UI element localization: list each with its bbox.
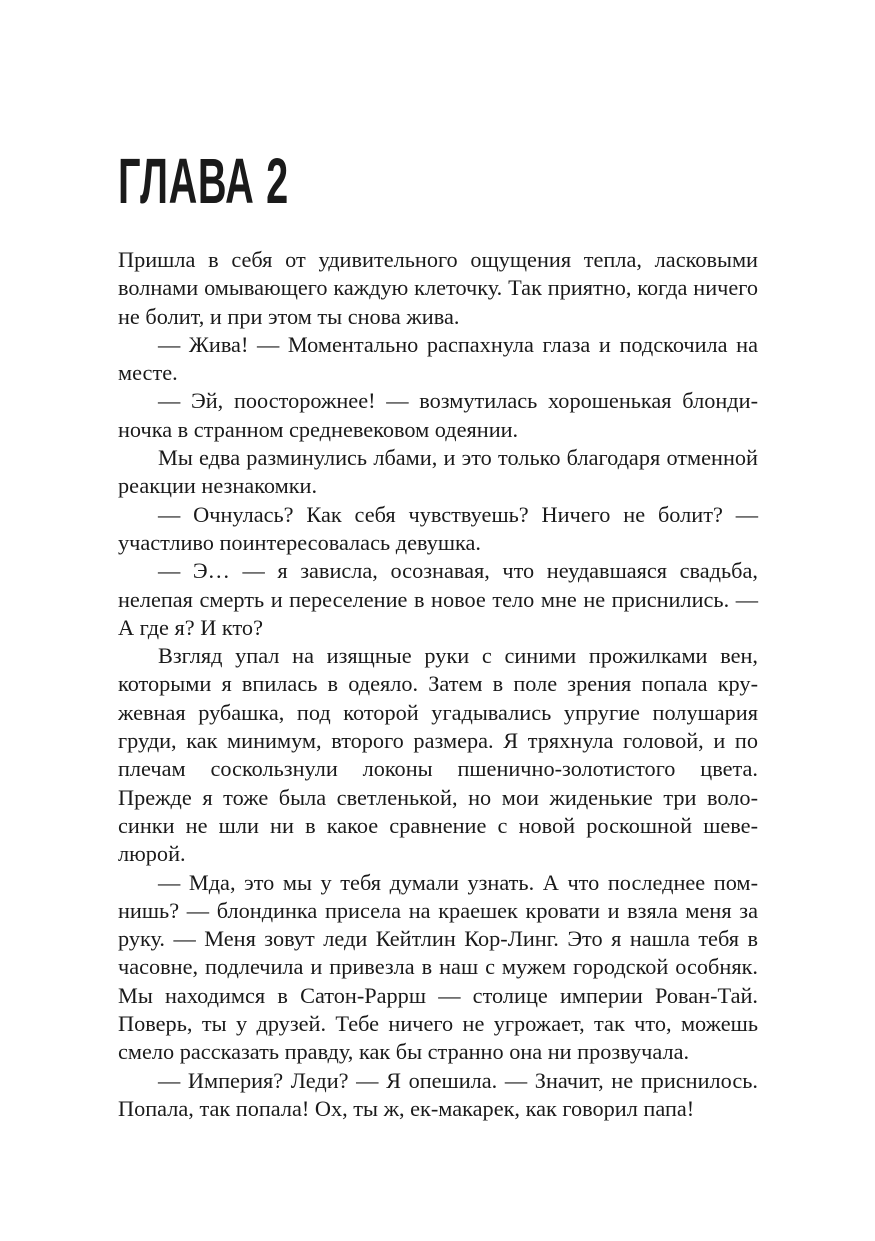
chapter-body xyxy=(118,246,758,1123)
paragraph: Мы едва разминулись лбами, и это только благодаря отменной реакции незнакомки. xyxy=(118,445,758,499)
paragraph: — Очнулась? Как себя чувствуешь? Ничего не болит? — участливо поинтересовалась девушка. xyxy=(118,501,758,555)
paragraph: Взгляд упал на изящные руки с синими прожилками вен, которыми я впилась в одеяло. Затем в поле зрения попала кружевная рубашка, под которой угадывались упругие полушария груди, как минимум, второго размера. Я тряхнула головой, и по плечам соскользнули локоны пшенично-золотистого цвета. Прежде я тоже была светленькой, но мои жиденькие три волосинки не шли ни в какое сравнение с новой роскошной шевелюрой. xyxy=(118,643,758,867)
paragraph: — Э… — я зависла, осознавая, что неудавшаяся свадьба, нелепая смерть и переселение в новое тело мне не приснились. — А где я? И кто? xyxy=(118,558,758,640)
paragraph: — Империя? Леди? — Я опешила. — Значит, не приснилось. Попала, так попала! Ох, ты ж, ек-макарек, как говорил папа! xyxy=(118,1067,758,1121)
paragraph: Пришла в себя от удивительного ощущения тепла, ласковыми волнами омывающего каждую клеточку. Так приятно, когда ничего не болит, и при этом ты снова жива. xyxy=(118,247,758,329)
chapter-title: ГЛАВА 2 xyxy=(118,145,289,217)
paragraph: — Мда, это мы у тебя думали узнать. А что последнее помнишь? — блондинка присела на краешек кровати и взяла меня за руку. — Меня зовут леди Кейтлин Кор-Линг. Это я нашла тебя в часовне, подлечила и привезла в наш с мужем городской особняк. Мы находимся в Сатон-Раррш — столице империи Рован-Тай. Поверь, ты у друзей. Тебе ничего не угрожает, так что, можешь смело рассказать правду, как бы странно она ни прозвучала. xyxy=(118,869,758,1065)
paragraph: — Жива! — Моментально распахнула глаза и подскочила на месте. xyxy=(118,331,758,386)
paragraph: — Эй, поосторожнее! — возмутилась хорошенькая блондиночка в странном средневековом одеянии. xyxy=(118,388,758,442)
